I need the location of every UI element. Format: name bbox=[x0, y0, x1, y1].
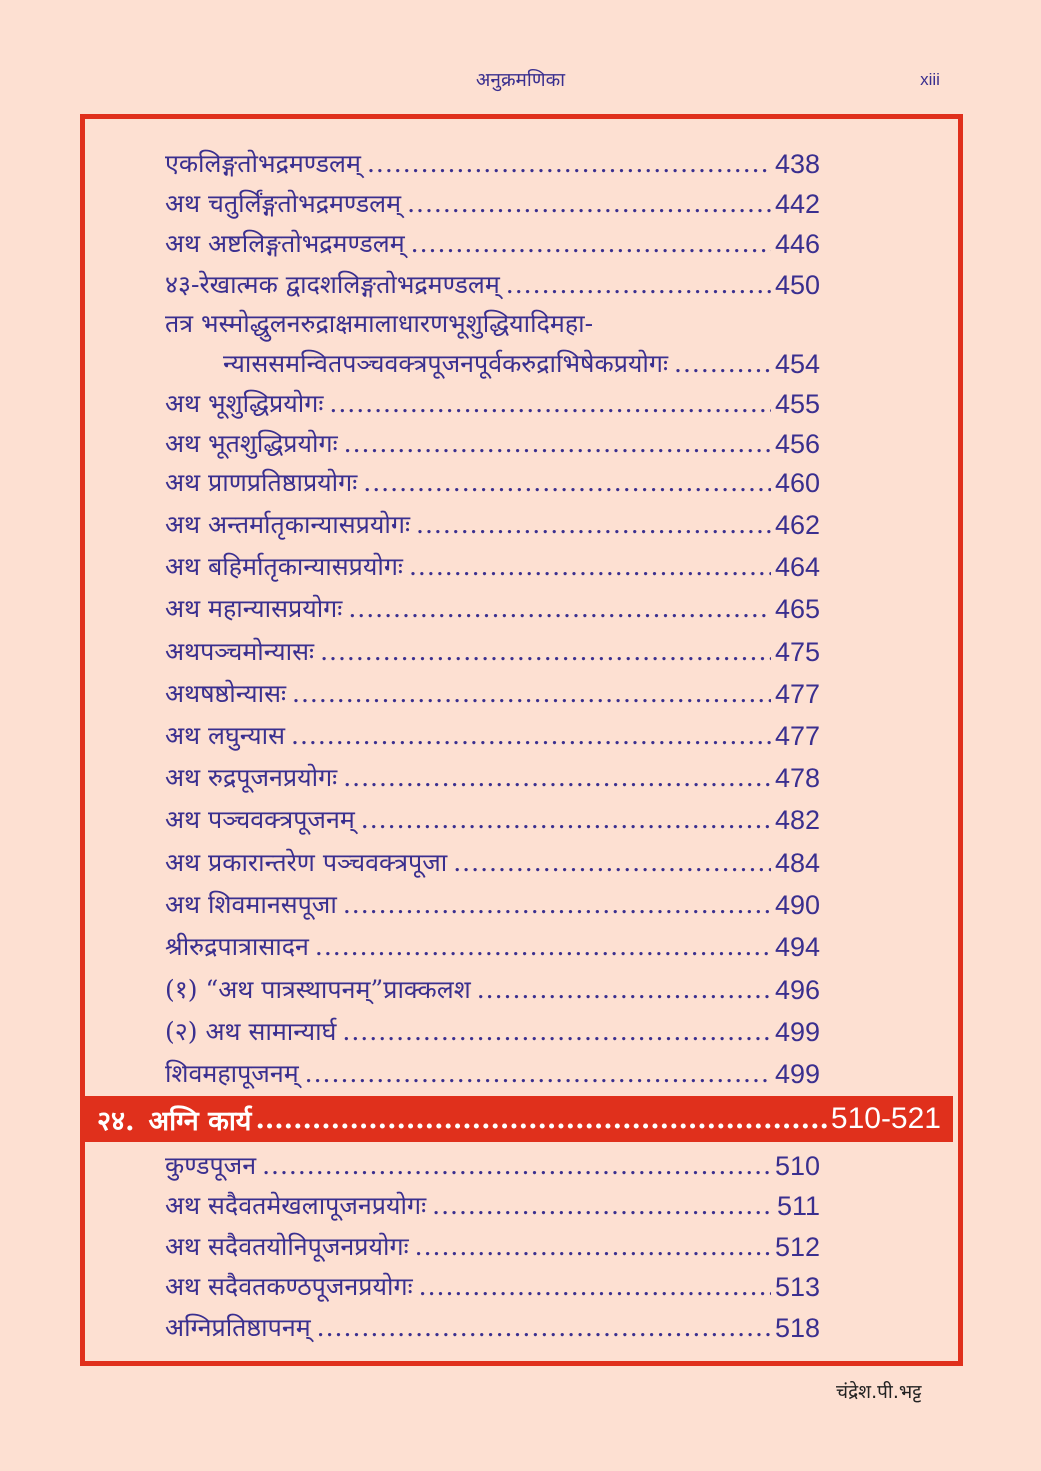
toc-entry-title: कुण्डपूजन bbox=[165, 1151, 257, 1180]
dot-leader bbox=[416, 508, 771, 542]
toc-entry bbox=[165, 1224, 820, 1264]
toc-entry bbox=[165, 586, 820, 626]
toc-entry bbox=[165, 967, 820, 1007]
toc-entry-title: अथ अष्टलिङ्गतोभद्रमण्डलम् bbox=[165, 229, 405, 258]
running-head: अनुक्रमणिका bbox=[475, 69, 566, 91]
dot-leader bbox=[262, 1149, 771, 1183]
toc-entry-page: 475 bbox=[774, 637, 820, 667]
toc-entry-page: 442 bbox=[774, 189, 820, 219]
toc-entry-page: 478 bbox=[774, 763, 820, 793]
toc-entry-title: अथ पञ्चवक्त्रपूजनम् bbox=[165, 805, 355, 834]
chapter-number: २४. bbox=[97, 1105, 135, 1137]
toc-entry-title: अथ महान्यासप्रयोगः bbox=[165, 594, 343, 623]
toc-entry-title: अथ सदैवतयोनिपूजनप्रयोगः bbox=[165, 1232, 409, 1261]
dot-leader bbox=[415, 1230, 771, 1264]
toc-entry-title: अथ प्राणप्रतिष्ठाप्रयोगः bbox=[165, 468, 358, 497]
toc-entry bbox=[165, 629, 820, 669]
toc-entry bbox=[165, 141, 820, 181]
toc-entry bbox=[165, 882, 820, 922]
dot-leader bbox=[432, 1189, 773, 1223]
chapter-pages: 510-521 bbox=[830, 1102, 941, 1135]
toc-entry-page: 456 bbox=[774, 429, 820, 459]
toc-entry bbox=[165, 755, 820, 795]
toc-entry-title-line1: तत्र भस्मोद्धुलनरुद्राक्षमालाधारणभूशुद्धियादिमहा- bbox=[165, 309, 594, 338]
dot-leader bbox=[348, 592, 771, 626]
toc-entry-page: 460 bbox=[774, 468, 820, 498]
toc-entry-title: अथषष्ठोन्यासः bbox=[165, 679, 287, 708]
dot-leader bbox=[291, 719, 771, 753]
toc-entry bbox=[165, 924, 820, 964]
chapter-heading-band bbox=[85, 1096, 953, 1142]
toc-entry-page: 465 bbox=[774, 594, 820, 624]
toc-entry bbox=[165, 221, 820, 261]
toc-entry-page: 477 bbox=[774, 721, 820, 751]
toc-entry-title: अथपञ्चमोन्यासः bbox=[165, 637, 315, 666]
dot-leader bbox=[344, 427, 771, 461]
dot-leader bbox=[317, 1311, 771, 1345]
dot-leader bbox=[409, 550, 771, 584]
toc-entry-page: 484 bbox=[774, 848, 820, 878]
toc-entry-page: 496 bbox=[774, 975, 820, 1005]
toc-entry bbox=[165, 1009, 820, 1049]
toc-entry-page: 499 bbox=[774, 1059, 820, 1089]
toc-entry-title: अथ प्रकारान्तरेण पञ्चवक्त्रपूजा bbox=[165, 848, 448, 877]
dot-leader bbox=[343, 888, 771, 922]
toc-entry-title: अथ बहिर्मातृकान्यासप्रयोगः bbox=[165, 552, 403, 581]
toc-entry-title: अथ चतुर्लिंङ्गतोभद्रमण्डलम् bbox=[165, 189, 402, 218]
toc-entry-page: 455 bbox=[774, 389, 820, 419]
dot-leader bbox=[407, 187, 771, 221]
toc-entry bbox=[165, 713, 820, 753]
dot-leader bbox=[674, 347, 771, 381]
dot-leader bbox=[477, 973, 771, 1007]
toc-entry-page: 499 bbox=[774, 1017, 820, 1047]
dot-leader bbox=[292, 677, 771, 711]
dot-leader bbox=[329, 387, 771, 421]
toc-entry bbox=[165, 460, 820, 500]
toc-entry bbox=[165, 671, 820, 711]
toc-entry bbox=[165, 1183, 820, 1223]
toc-entry bbox=[165, 544, 820, 584]
toc-entry bbox=[165, 1264, 820, 1304]
toc-entry bbox=[165, 1143, 820, 1183]
toc-entry bbox=[165, 1305, 820, 1345]
toc-entry-title: अथ सदैवतकण्ठपूजनप्रयोगः bbox=[165, 1272, 413, 1301]
toc-entry bbox=[165, 502, 820, 542]
dot-leader bbox=[367, 147, 771, 181]
dot-leader bbox=[361, 803, 771, 837]
toc-entry-title: (१) “अथ पात्रस्थापनम्”प्राक्कलश bbox=[165, 975, 471, 1004]
dot-leader bbox=[255, 1104, 826, 1135]
toc-entry-title: एकलिङ्गतोभद्रमण्डलम् bbox=[165, 149, 361, 178]
toc-entry-page: 464 bbox=[774, 552, 820, 582]
dot-leader bbox=[506, 268, 771, 302]
toc-entry bbox=[165, 262, 820, 302]
toc-entry-title: ४३-रेखात्मक द्वादशलिङ्गतोभद्रमण्डलम् bbox=[165, 270, 500, 299]
toc-entry bbox=[223, 341, 820, 381]
toc-entry-title: (२) अथ सामान्यार्घ bbox=[165, 1017, 337, 1046]
toc-entry bbox=[165, 181, 820, 221]
toc-entry-title: अग्निप्रतिष्ठापनम् bbox=[165, 1313, 311, 1342]
dot-leader bbox=[342, 1015, 771, 1049]
toc-entry-page: 511 bbox=[776, 1191, 820, 1221]
toc-entry-page: 513 bbox=[774, 1272, 820, 1302]
toc-entry-title: अथ भूशुद्धिप्रयोगः bbox=[165, 389, 324, 418]
dot-leader bbox=[305, 1057, 771, 1091]
toc-entry-title: अथ सदैवतमेखलापूजनप्रयोगः bbox=[165, 1191, 427, 1220]
toc-entry-page: 462 bbox=[774, 510, 820, 540]
dot-leader bbox=[411, 227, 771, 261]
toc-entry bbox=[165, 1051, 820, 1091]
toc-entry-page: 518 bbox=[774, 1313, 820, 1343]
toc-entry-page: 494 bbox=[774, 932, 820, 962]
toc-entry-page: 450 bbox=[774, 270, 820, 300]
toc-entry bbox=[165, 381, 820, 421]
toc-entry-title: अथ लघुन्यास bbox=[165, 721, 285, 750]
toc-entry-page: 446 bbox=[774, 229, 820, 259]
toc-entry-page: 490 bbox=[774, 890, 820, 920]
toc-entry bbox=[165, 797, 820, 837]
dot-leader bbox=[363, 466, 771, 500]
toc-entry-page: 477 bbox=[774, 679, 820, 709]
dot-leader bbox=[419, 1270, 771, 1304]
toc-entry-page: 454 bbox=[774, 349, 820, 379]
dot-leader bbox=[315, 930, 771, 964]
toc-entry-title: अथ रुद्रपूजनप्रयोगः bbox=[165, 763, 338, 792]
toc-entry-page: 482 bbox=[774, 805, 820, 835]
toc-entry-title: अथ अन्तर्मातृकान्यासप्रयोगः bbox=[165, 510, 410, 539]
toc-entry bbox=[165, 421, 820, 461]
dot-leader bbox=[320, 635, 771, 669]
dot-leader bbox=[343, 761, 771, 795]
toc-entry-title: अथ शिवमानसपूजा bbox=[165, 890, 337, 919]
toc-entry-page: 512 bbox=[774, 1232, 820, 1262]
author-signature: चंद्रेश.पी.भट्ट bbox=[836, 1381, 922, 1403]
toc-entry-title: श्रीरुद्रपात्रासादन bbox=[165, 932, 309, 961]
toc-entry-title-line2: न्याससमन्वितपञ्चवक्त्रपूजनपूर्वकरुद्राभिषेकप्रयोगः bbox=[223, 349, 669, 378]
toc-entry bbox=[165, 840, 820, 880]
toc-entry-title: शिवमहापूजनम् bbox=[165, 1059, 299, 1088]
page-number: xiii bbox=[920, 70, 940, 89]
toc-frame bbox=[80, 114, 963, 1366]
toc-entry-page: 510 bbox=[774, 1151, 820, 1181]
chapter-title: अग्नि कार्य bbox=[148, 1105, 252, 1137]
toc-entry-page: 438 bbox=[774, 149, 820, 179]
dot-leader bbox=[453, 846, 771, 880]
toc-entry-title: अथ भूतशुद्धिप्रयोगः bbox=[165, 429, 338, 458]
